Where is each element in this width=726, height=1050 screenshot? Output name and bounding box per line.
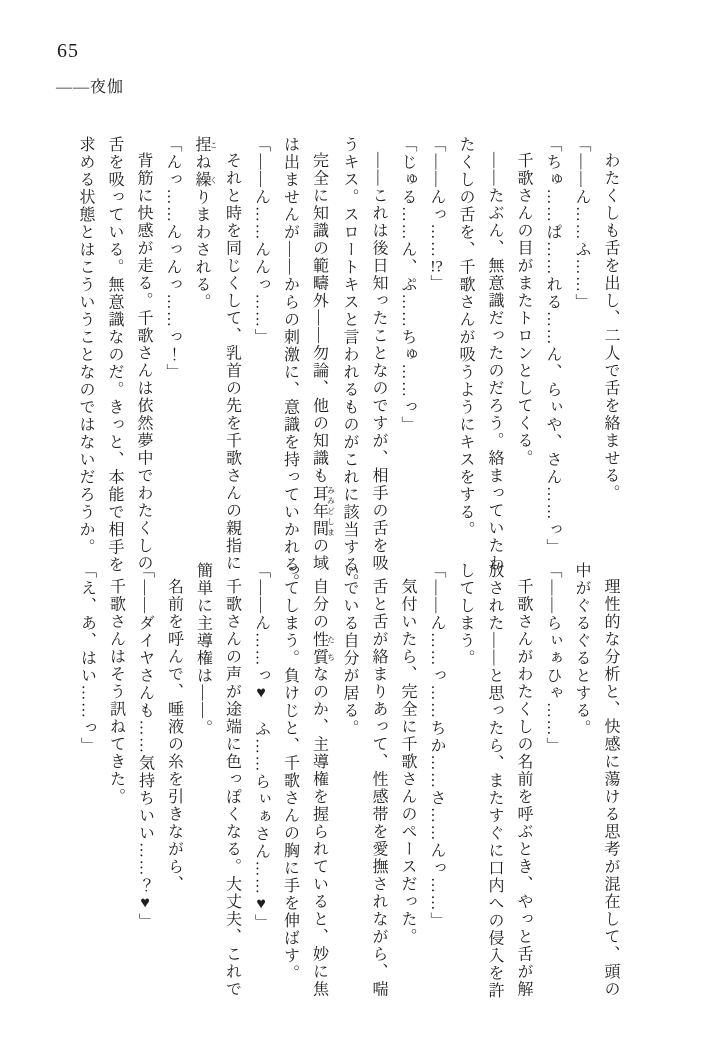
text-column bbox=[247, 136, 276, 556]
text-column bbox=[364, 136, 393, 572]
text-column bbox=[538, 562, 567, 998]
text-run: 舌と舌が絡まりあって、性感帯を愛撫されながら、喘 bbox=[370, 578, 387, 998]
text-run: 名前を呼んで、唾液の糸を引きながら、 bbox=[165, 578, 183, 893]
text-run: 簡単に主導権は――。 bbox=[194, 562, 212, 737]
text-block-top bbox=[72, 136, 625, 591]
text-run: りまわされる。 bbox=[193, 188, 210, 311]
text-column bbox=[73, 562, 102, 998]
text-column bbox=[364, 562, 393, 998]
text-column bbox=[189, 562, 218, 998]
text-run: 「んっ……んっんっ……っ！」 bbox=[164, 136, 181, 381]
text-column bbox=[102, 562, 131, 998]
text-run: ――たぶん、無意識だったのだろう。絡まっていたわ bbox=[486, 152, 503, 572]
text-run: してしまう。 bbox=[457, 562, 474, 667]
text-run: 放された――と思ったら、またすぐに口内への侵入を許 bbox=[486, 562, 503, 1000]
text-run: なのか、主導権を握られていると、妙に焦 bbox=[310, 665, 328, 998]
text-run: ってしまう。負けじと、千歌さんの胸に手を伸ばす。 bbox=[281, 562, 299, 982]
text-column bbox=[480, 562, 509, 998]
text-run: 「え、あ、はい……っ」 bbox=[78, 562, 96, 755]
text-column bbox=[71, 136, 100, 556]
text-block-bottom bbox=[72, 562, 625, 998]
text-run: ね bbox=[193, 153, 210, 171]
text-run: 「――ん……ふ……」 bbox=[573, 136, 590, 311]
text-column bbox=[305, 562, 336, 998]
page-number: 65 bbox=[57, 40, 79, 62]
text-column bbox=[509, 136, 538, 556]
ruby-annotated-word: 性質 たち bbox=[310, 630, 336, 666]
text-column bbox=[247, 562, 276, 998]
text-run: 背筋に快感が走る。千歌さんは依然夢中でわたくしの bbox=[135, 152, 152, 572]
text-run: 「――んっ…… bbox=[428, 136, 445, 259]
text-run: 自分の bbox=[310, 578, 328, 631]
text-column bbox=[218, 562, 247, 998]
text-run: 「じゅる……ん、ぷ……ちゅ……っ」 bbox=[399, 136, 416, 434]
text-column bbox=[393, 562, 422, 998]
text-column bbox=[129, 136, 158, 572]
text-run: 気付いたら、完全に千歌さんのペースだった。 bbox=[399, 578, 416, 946]
text-column bbox=[422, 562, 451, 998]
text-run: 理性的な分析と、快感に蕩ける思考が混在して、頭の bbox=[602, 578, 619, 998]
text-column bbox=[187, 136, 218, 556]
text-column bbox=[538, 136, 567, 556]
text-run: 「――ん……んんっ……」 bbox=[252, 136, 270, 346]
text-column bbox=[335, 136, 364, 591]
text-run: 「――ん……っ……ちか……さ……んっ……」 bbox=[428, 562, 445, 930]
text-run: それと時を同じくして、乳首の先を千歌さんの親指に bbox=[223, 152, 241, 572]
ruby-annotated-word: 繰 く bbox=[193, 171, 218, 189]
text-run: は出ませんが――からの刺激に、意識を持っていかれる。 bbox=[281, 136, 299, 591]
text-column bbox=[480, 136, 509, 572]
text-column bbox=[276, 136, 305, 591]
text-run: 「――らぃぁひゃ……」 bbox=[544, 562, 561, 755]
text-column bbox=[509, 562, 538, 998]
text-run: ――これは後日知ったことなのですが、相手の舌を吸 bbox=[370, 152, 387, 572]
tate-chu-yoko-text: !? bbox=[430, 258, 443, 275]
text-run: わたくしも舌を出し、二人で舌を絡ませる。 bbox=[602, 152, 619, 502]
text-column bbox=[305, 136, 336, 572]
text-run: たくしの舌を、千歌さんが吸うようにキスをする。 bbox=[457, 136, 474, 539]
text-column bbox=[131, 562, 160, 998]
text-column bbox=[567, 562, 596, 998]
text-column bbox=[158, 136, 187, 556]
text-column bbox=[276, 562, 305, 998]
text-run: 「ちゅ……ぱ……れる……ん、らぃや、さん……っ」 bbox=[544, 136, 561, 556]
text-column bbox=[218, 136, 247, 572]
text-run: 「――ん……っ♥ ふ……らぃぁさん……♥」 bbox=[252, 562, 270, 932]
ruby-annotated-word: 耳年間 みみどしま bbox=[310, 484, 336, 537]
text-run: 千歌さんの声が途端に色っぽくなる。大丈夫、これで bbox=[223, 578, 241, 998]
text-column bbox=[596, 562, 625, 998]
text-run: の域 bbox=[310, 537, 328, 572]
text-run: 千歌さんはそう訊ねてきた。 bbox=[107, 578, 125, 806]
text-run: いでいる自分が居る。 bbox=[341, 562, 358, 737]
text-column bbox=[422, 136, 451, 556]
text-run: 千歌さんの目がまたトロンとしてくる。 bbox=[515, 152, 532, 467]
text-run: 求める状態とはこういうことなのではないだろうか。 bbox=[77, 136, 94, 556]
text-run: 完全に知識の範疇外――勿論、他の知識も bbox=[310, 152, 328, 485]
ruby-annotated-word: 捏 こ bbox=[193, 136, 218, 154]
text-run: うキス。スロートキスと言われるものがこれに該当する。 bbox=[341, 136, 358, 591]
text-run: 舌を吸っている。無意識なのだ。きっと、本能で相手を bbox=[106, 136, 123, 574]
text-run: 中がぐるぐるとする。 bbox=[573, 562, 590, 737]
running-header-chapter-title: ――夜伽 bbox=[56, 79, 125, 96]
text-column bbox=[596, 136, 625, 556]
text-column bbox=[160, 562, 189, 998]
text-run: 」 bbox=[428, 274, 445, 292]
text-column bbox=[451, 136, 480, 556]
text-run: 千歌さんがわたくしの名前を呼ぶとき、やっと舌が解 bbox=[515, 578, 532, 998]
text-run: 「――ダイヤさんも……気持ちいい……？♥」 bbox=[136, 562, 154, 931]
text-column bbox=[567, 136, 596, 556]
text-column bbox=[335, 562, 364, 998]
text-column bbox=[100, 136, 129, 574]
text-column bbox=[393, 136, 422, 556]
text-column bbox=[451, 562, 480, 998]
